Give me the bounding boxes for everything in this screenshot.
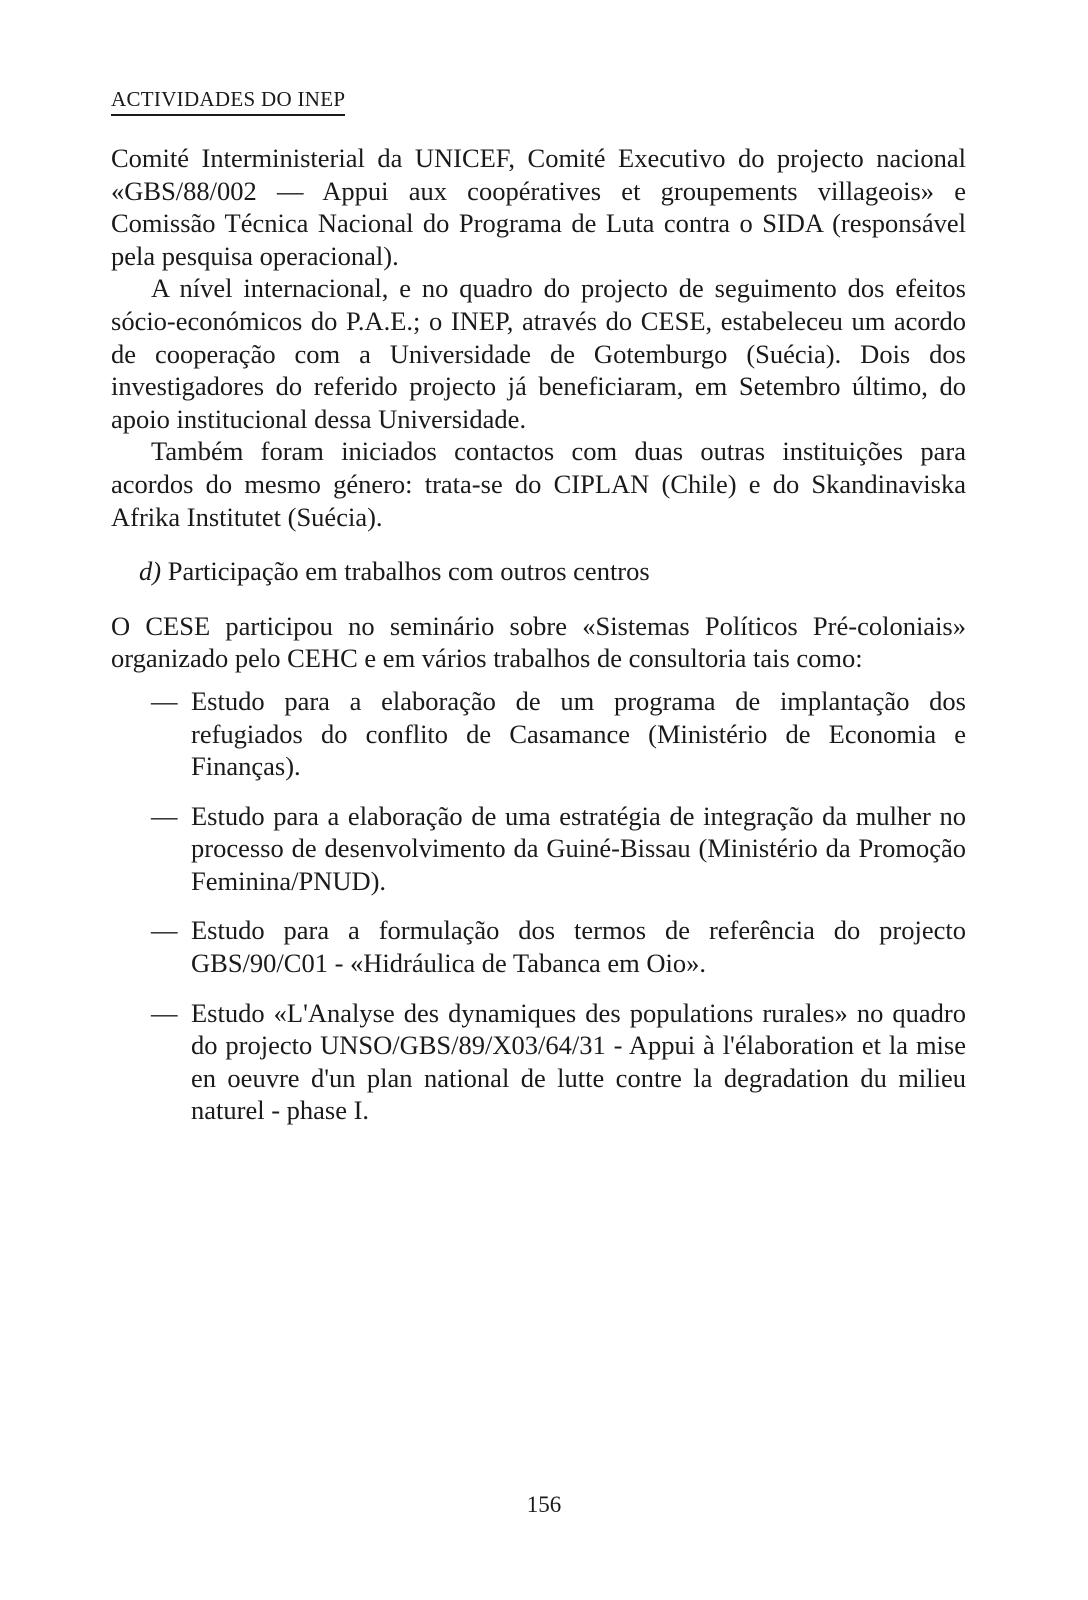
dash-marker: —	[151, 800, 178, 831]
section-letter: d)	[139, 556, 162, 587]
list-item-text: Estudo «L'Analyse des dynamiques des populations rurales» no quadro do projecto UNSO/GBS/89/X03/64/31 - Appui à l'élaboration et la mise en oeuvre d'un plan national de lutte contre la degradation du milieu naturel - phase I.	[191, 997, 966, 1126]
section-title: Participação em trabalhos com outros centros	[167, 556, 650, 587]
page-number: 156	[526, 1492, 562, 1517]
dash-marker: —	[151, 997, 178, 1028]
list-item	[111, 685, 966, 783]
page-body	[111, 142, 966, 1144]
section-heading-d	[111, 555, 966, 588]
consultancy-list	[111, 685, 966, 1127]
paragraph-contacts: Também foram iniciados contactos com duas outras instituições para acordos do mesmo género: trata-se do CIPLAN (Chile) e do Skandinaviska Afrika Institutet (Suécia).	[111, 436, 966, 532]
list-item	[111, 997, 966, 1127]
paragraph-international: A nível internacional, e no quadro do projecto de seguimento dos efeitos sócio-económicos do P.A.E.; o INEP, através do CESE, estabeleceu um acordo de cooperação com a Universidade de Gotemburgo (Suécia). Dois dos investigadores do referido projecto já beneficiaram, em Setembro último, do apoio institucional dessa Universidade.	[111, 273, 966, 434]
paragraph-cese: O CESE participou no seminário sobre «Sistemas Políticos Pré-coloniais» organizado pelo CEHC e em vários trabalhos de consultoria tais como:	[111, 610, 966, 674]
dash-marker: —	[151, 915, 178, 946]
running-header: ACTIVIDADES DO INEP	[111, 86, 345, 116]
paragraph-committees: Comité Interministerial da UNICEF, Comité Executivo do projecto nacional «GBS/88/002 — Appui aux coopératives et groupements villageois» e Comissão Técnica Nacional do Programa de Luta contra o SIDA (responsável pela pesquisa operacional).	[111, 143, 966, 271]
list-item-text: Estudo para a elaboração de uma estratégia de integração da mulher no processo de desenvolvimento da Guiné-Bissau (Ministério da Promoção Feminina/PNUD).	[191, 800, 966, 896]
list-item	[111, 914, 966, 979]
list-item-text: Estudo para a elaboração de um programa de implantação dos refugiados do conflito de Casamance (Ministério de Economia e Finanças).	[191, 685, 966, 782]
dash-marker: —	[151, 685, 178, 716]
list-item	[111, 800, 966, 898]
list-item-text: Estudo para a formulação dos termos de referência do projecto GBS/90/C01 - «Hidráulica de Tabanca em Oio».	[191, 915, 966, 979]
